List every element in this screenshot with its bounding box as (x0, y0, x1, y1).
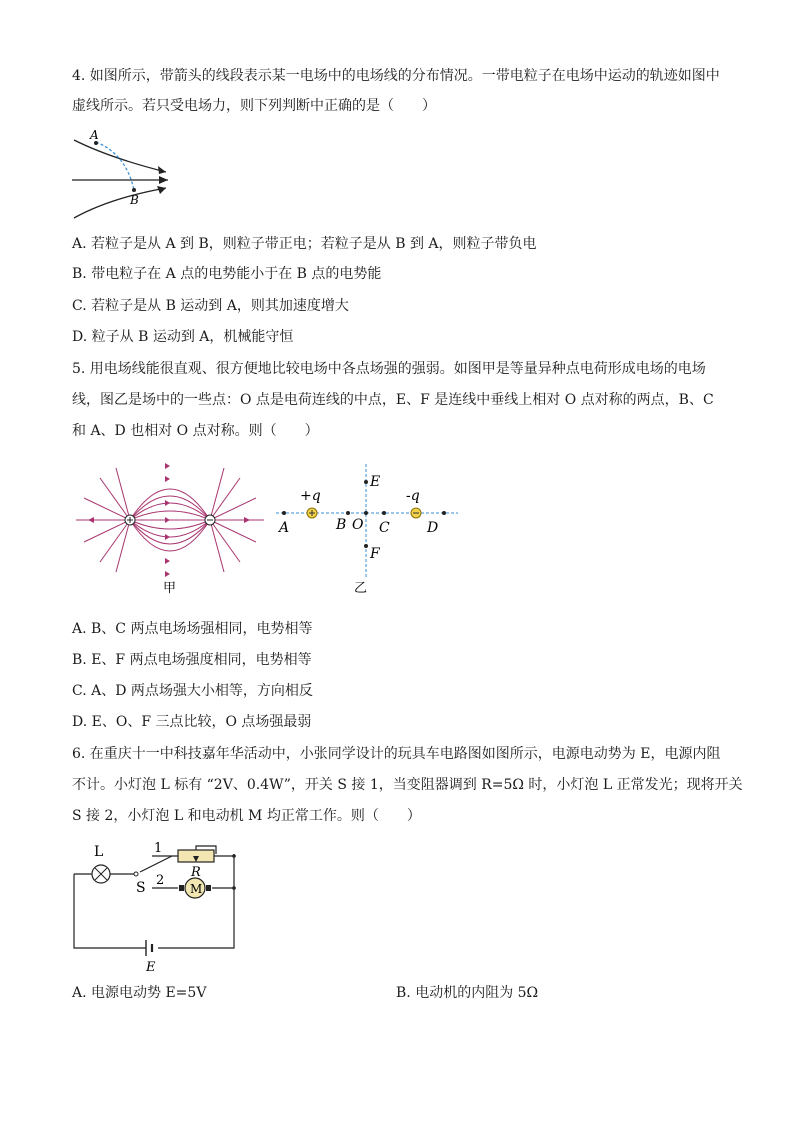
upper-field-line (74, 140, 166, 172)
point-f-dot (364, 544, 368, 548)
q6-circuit-diagram (66, 836, 246, 976)
middle-arrowhead (159, 176, 168, 184)
a-label: A (279, 520, 290, 536)
fig-jia-dipole-field (70, 458, 270, 600)
b-label: B (336, 517, 347, 533)
fig-jia-caption: 甲 (163, 581, 177, 596)
terminal-2-label: 2 (156, 873, 165, 888)
lower-field-line (74, 188, 166, 218)
fig-yi-caption: 乙 (354, 581, 368, 596)
e-label: E (370, 474, 381, 490)
q5-option-c: C. A、D 两点场强大小相等，方向相反 (72, 683, 313, 699)
terminal-1-label: 1 (154, 841, 163, 856)
d-label: D (427, 520, 439, 536)
switch-pivot (134, 872, 138, 876)
point-a-dot (282, 511, 286, 515)
q4-option-b: B. 带电粒子在 A 点的电势能小于在 B 点的电势能 (72, 266, 382, 282)
point-b-label: B (130, 193, 139, 207)
upper-arrowhead (158, 166, 166, 174)
plus-q-label: +q (300, 488, 321, 504)
fig-yi-points (272, 458, 462, 600)
point-d-dot (442, 511, 446, 515)
q4-option-d: D. 粒子从 B 运动到 A，机械能守恒 (72, 329, 294, 345)
switch-label: S (136, 880, 146, 896)
point-b-dot (132, 188, 136, 192)
q4-field-diagram (70, 128, 180, 224)
c-label: C (379, 520, 390, 536)
trajectory-dashed (96, 142, 134, 190)
f-label: F (370, 546, 380, 562)
point-e-dot (364, 480, 368, 484)
q5-stem-line-2: 线，图乙是场中的一些点：O 点是电荷连线的中点，E、F 是连线中垂线上相对 O 点对称的两点，B、C (72, 392, 714, 408)
point-o-dot (364, 511, 368, 515)
point-c-dot (382, 511, 386, 515)
q6-stem-line-2: 不计。小灯泡 L 标有 “2V、0.4W”，开关 S 接 1，当变阻器调到 R=5Ω 时，小灯泡 L 正常发光；现将开关 (72, 777, 743, 793)
q4-stem-line-1: 4. 如图所示，带箭头的线段表示某一电场中的电场线的分布情况。一带电粒子在电场中运动的轨迹如图中 (72, 68, 720, 84)
q4-option-c: C. 若粒子是从 B 运动到 A，则其加速度增大 (72, 298, 349, 314)
point-a-label: A (90, 128, 99, 142)
rheostat-label: R (191, 865, 201, 880)
motor-label: M (190, 882, 203, 896)
o-label: O (352, 517, 364, 533)
q5-stem-line-3: 和 A、D 也相对 O 点对称。则（ ） (72, 423, 319, 439)
q4-option-a: A. 若粒子是从 A 到 B，则粒子带正电；若粒子是从 B 到 A，则粒子带负电 (72, 236, 537, 252)
q5-option-a: A. B、C 两点电场场强相同，电势相等 (72, 621, 313, 637)
q6-stem-line-1: 6. 在重庆十一中科技嘉年华活动中，小张同学设计的玩具车电路图如图所示，电源电动势为 E，电源内阻 (72, 746, 721, 762)
source-label: E (146, 960, 156, 975)
q6-option-b: B. 电动机的内阻为 5Ω (396, 985, 539, 1001)
q6-stem-line-3: S 接 2，小灯泡 L 和电动机 M 均正常工作。则（ ） (72, 808, 421, 824)
lamp-label: L (94, 844, 104, 860)
minus-q-label: -q (406, 488, 420, 504)
q5-stem-line-1: 5. 用电场线能很直观、很方便地比较电场中各点场强的强弱。如图甲是等量异种点电荷形成电场的电场 (72, 361, 706, 377)
q5-option-b: B. E、F 两点电场强度相同，电势相等 (72, 652, 312, 668)
point-b-dot (346, 511, 350, 515)
q4-stem-line-2: 虚线所示。若只受电场力，则下列判断中正确的是（ ） (72, 98, 436, 114)
q6-option-a: A. 电源电动势 E=5V (72, 985, 207, 1001)
q5-option-d: D. E、O、F 三点比较，O 点场强最弱 (72, 714, 312, 730)
